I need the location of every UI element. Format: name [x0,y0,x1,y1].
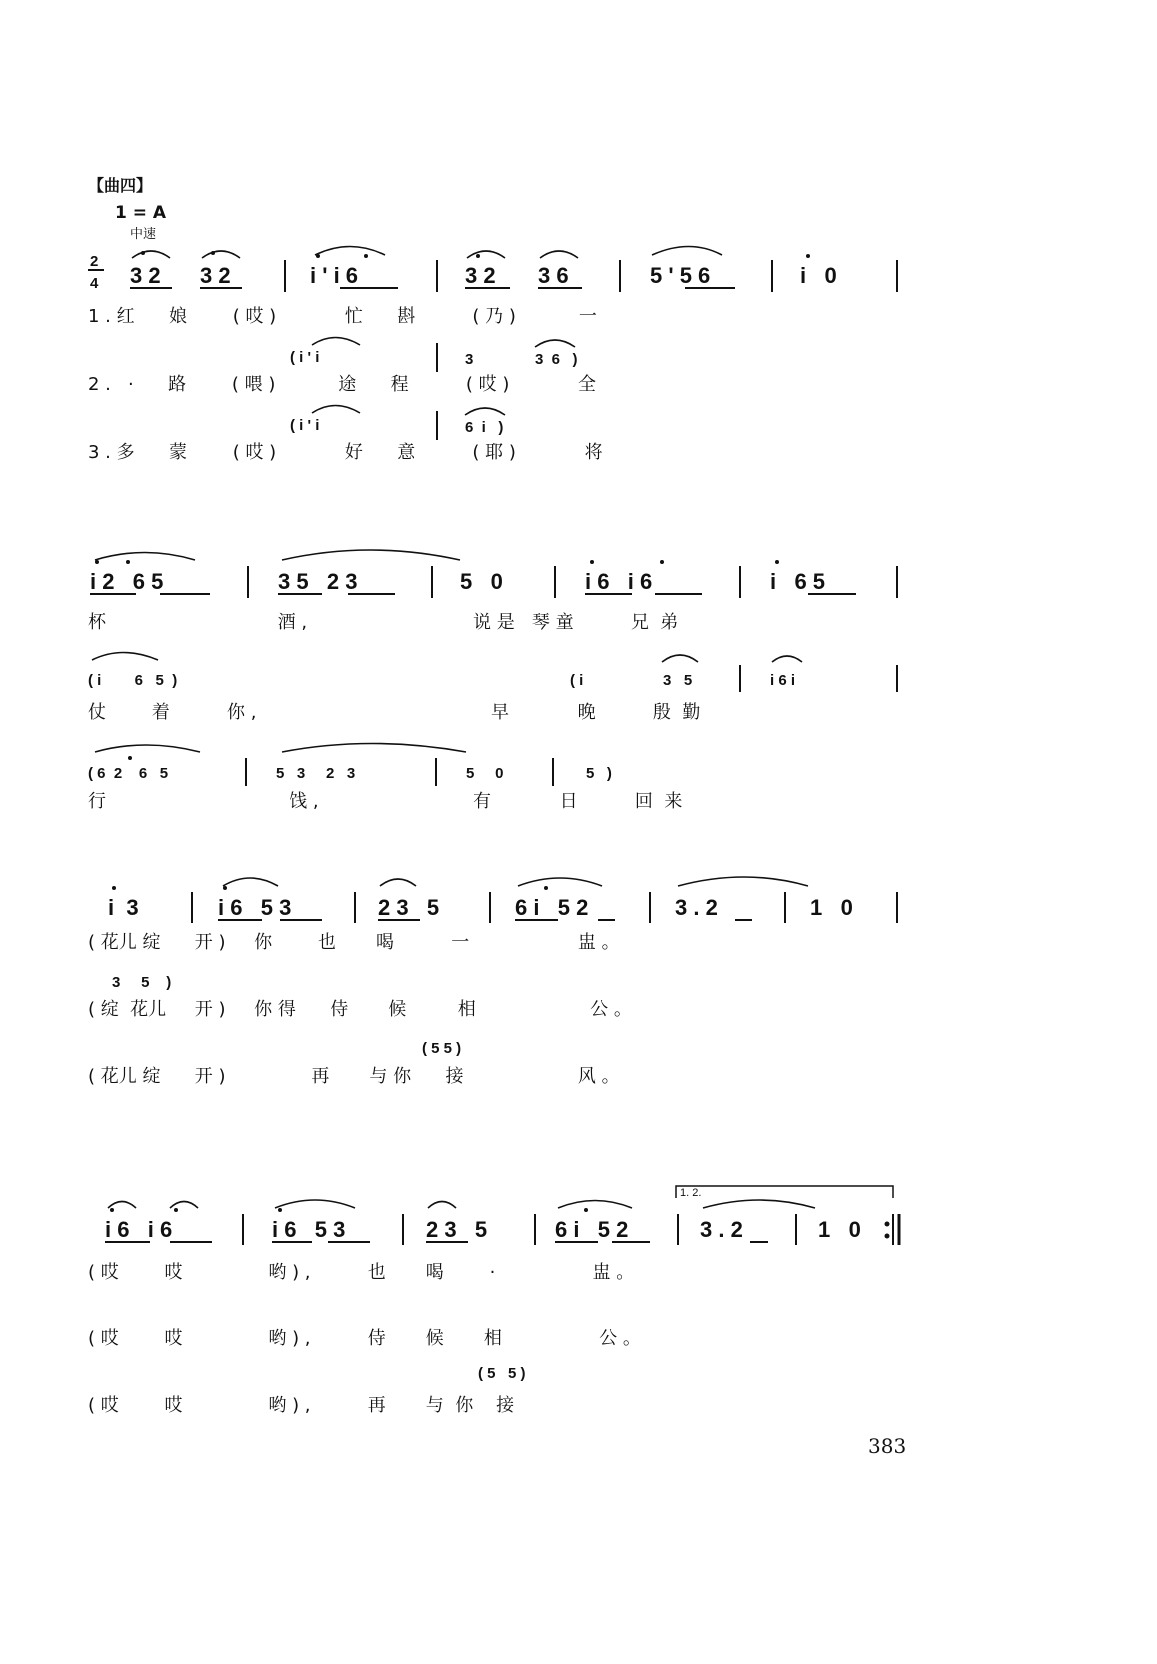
lyric-line: ( 绽 花儿 开 ) 你 得 侍 候 相 公 。 [88,999,632,1020]
sub-note-group: 3 5 ) [112,974,172,991]
sub-note-group: i 6 i [770,672,796,689]
note-group: 2 3 5 [426,1217,488,1242]
sub-note-group: 3 5 [663,672,693,689]
note-group: 3 6 [538,263,569,288]
sub-note-group: 5 3 2 3 [276,765,356,782]
key-signature: 1 = A [115,203,167,223]
note-group: i 2 6 5 [90,569,164,594]
note-group: i 6 5 3 [272,1217,346,1242]
sub-note-group: ( i ' i [290,417,320,434]
song-title: 【曲四】 [88,176,153,195]
note-group: 1 0 [818,1217,861,1242]
note-group: i 0 [800,263,837,288]
sub-note-group: ( i 6 5 ) [88,672,178,689]
lyric-line: ( 花儿 绽 开 ) 再 与 你 接 风 。 [88,1066,620,1087]
note-group: 6 i 5 2 [555,1217,629,1242]
note-group: i 6 i 6 [585,569,653,594]
lyric-line: 1 . 红 娘 ( 哎 ) 忙 斟 ( 乃 ) 一 [88,306,597,327]
lyric-line: 杯 酒 , 说 是 琴 童 兄 弟 [88,612,679,633]
note-group: 2 3 5 [378,895,440,920]
sub-note-group: ( 6 2 6 5 [88,765,169,782]
note-group: i 6 5 3 [218,895,292,920]
note-group: i 6 i 6 [105,1217,173,1242]
lyric-line: 2 . · 路 ( 喂 ) 途 程 ( 哎 ) 全 [88,374,597,395]
page-number: 383 [868,1434,907,1458]
note-group: 6 i 5 2 [515,895,589,920]
lyric-line: 3 . 多 蒙 ( 哎 ) 好 意 ( 耶 ) 将 [88,442,603,463]
note-group: 3 5 2 3 [278,569,358,594]
note-group: 3 2 [465,263,496,288]
sub-note-group: 5 ) [586,765,612,782]
sub-note-group: ( 5 5 ) [422,1040,462,1057]
sub-note-group: 3 [465,351,474,368]
note-group: 1 0 [810,895,853,920]
note-group: i 6 5 [770,569,826,594]
note-group: 3 . 2 [675,895,718,920]
lyric-line: ( 哎 哎 哟 ) , 再 与 你 接 [88,1395,515,1416]
volta-label: 1. 2. [680,1187,702,1199]
sub-note-group: ( 5 5 ) [478,1365,526,1382]
sub-note-group: 5 0 [466,765,504,782]
meter-bottom: 4 [90,275,99,292]
note-group: 5 ' 5 6 [650,263,711,288]
meter-top: 2 [90,253,99,270]
note-group: 3 . 2 [700,1217,743,1242]
sub-note-group: ( i ' i [290,349,320,366]
note-group: 5 0 [460,569,503,594]
lyric-line: ( 哎 哎 哟 ) , 也 喝 · 盅 。 [88,1262,635,1283]
lyric-line: ( 哎 哎 哟 ) , 侍 候 相 公 。 [88,1328,641,1349]
lyric-line: ( 花儿 绽 开 ) 你 也 喝 一 盅 。 [88,932,620,953]
tempo-marking: 中速 [130,227,157,242]
sub-note-group: 3 6 ) [535,351,578,368]
sub-note-group: ( i [570,672,584,689]
sub-note-group: 6 i ) [465,419,504,436]
note-group: i 3 [108,895,139,920]
note-group: 3 2 [200,263,231,288]
lyric-line: 行 饯 , 有 日 回 来 [88,791,683,812]
note-group: 3 2 [130,263,161,288]
note-group: i ' i 6 [310,263,359,288]
lyric-line: 仗 着 你 , 早 晚 殷 勤 [88,702,701,723]
